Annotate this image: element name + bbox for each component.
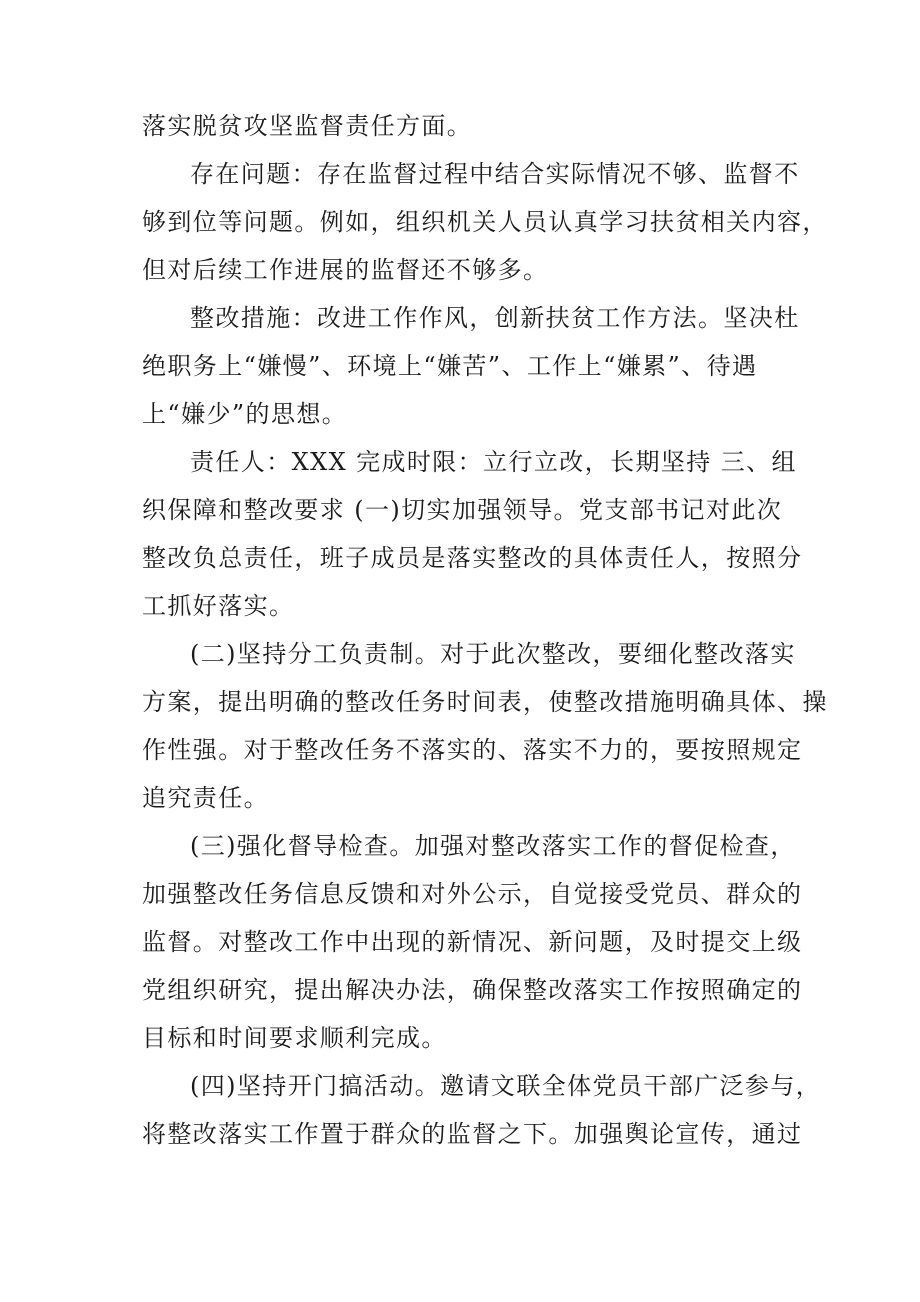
text-line: 加强整改任务信息反馈和对外公示，自觉接受党员、群众的 — [142, 880, 803, 908]
text-line: 监督。对整改工作中出现的新情况、新问题，及时提交上级 — [142, 928, 803, 956]
text-line: 上“嫌少”的思想。 — [142, 400, 348, 428]
text-line: 工抓好落实。 — [142, 592, 295, 620]
text-line: 将整改落实工作置于群众的监督之下。加强舆论宣传，通过 — [142, 1120, 803, 1148]
text-line: 但对后续工作进展的监督还不够多。 — [142, 256, 549, 284]
document-body — [142, 102, 828, 1158]
text-line: 够到位等问题。例如，组织机关人员认真学习扶贫相关内容， — [142, 208, 828, 236]
text-line: (二)坚持分工负责制。对于此次整改，要细化整改落实 — [190, 640, 796, 668]
text-line: 党组织研究，提出解决办法，确保整改落实工作按照确定的 — [142, 976, 803, 1004]
text-line: 织保障和整改要求 (一)切实加强领导。党支部书记对此次 — [142, 496, 783, 524]
text-line: 整改措施：改进工作作风，创新扶贫工作方法。坚决杜 — [190, 304, 800, 332]
text-line: (三)强化督导检查。加强对整改落实工作的督促检查， — [190, 832, 796, 860]
text-line: 落实脱贫攻坚监督责任方面。 — [142, 112, 473, 140]
text-line: 作性强。对于整改任务不落实的、落实不力的，要按照规定 — [142, 736, 803, 764]
text-line: 责任人：XXX 完成时限：立行立改，长期坚持 三、组 — [190, 448, 797, 476]
text-line: (四)坚持开门搞活动。邀请文联全体党员干部广泛参与， — [190, 1072, 822, 1100]
text-line: 方案，提出明确的整改任务时间表，使整改措施明确具体、操 — [142, 688, 828, 716]
text-line: 存在问题：存在监督过程中结合实际情况不够、监督不 — [190, 160, 800, 188]
text-line: 追究责任。 — [142, 784, 269, 812]
text-line: 目标和时间要求顺利完成。 — [142, 1024, 447, 1052]
text-line: 整改负总责任，班子成员是落实整改的具体责任人，按照分 — [142, 544, 803, 572]
text-line: 绝职务上“嫌慢”、环境上“嫌苦”、工作上“嫌累”、待遇 — [142, 352, 758, 380]
